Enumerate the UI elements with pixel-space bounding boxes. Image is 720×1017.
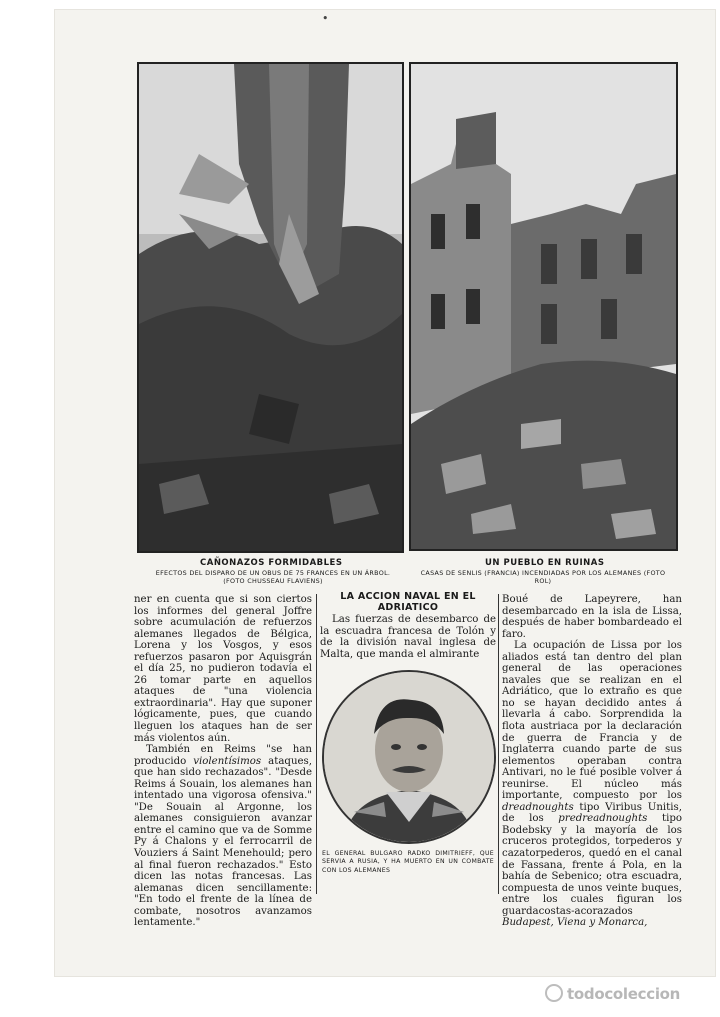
- article-column-1: [134, 594, 312, 929]
- photo-ruined-village: [409, 62, 678, 551]
- col3-p2-text-c: tipo Bodebsky y la mayoría de los cruceros protegidos, torpederos y cazatorpederos, quedó en el canal de Fassana, frente á Pola, en la bahía de Sebenico; otra escuadra, compuesta de unos veinte buques, entre los cuales figuran los guardacostas-acorazados: [502, 813, 682, 917]
- heading-line-2: ADRIATICO: [377, 601, 439, 613]
- col1-paragraph-1: ner en cuenta que si son ciertos los informes del general Joffre sobre acumulación de refuerzos alemanes llegados de Bélgica, Lorena y los Vosgos, y esos refuerzos pasaron por Aquisgrán el día 25, no pudieron todavía el 26 tomar parte en aquellos ataques de "una violencia extraordinaria". Hay que suponer lógicamente, pues, que cuando lleguen los ataques han de ser más violentos aún.: [134, 594, 312, 744]
- column-divider: [498, 594, 499, 894]
- col3-paragraph-1: Boué de Lapeyrere, han desembarcado en la isla de Lissa, después de haber bombardeado el faro.: [502, 594, 682, 640]
- col1-p2-italic: violentísimos: [193, 755, 262, 767]
- col3-p2-text-b: tipo Viribus Unitis, de los: [502, 801, 682, 825]
- col3-p2-italic-2: predreadnoughts: [558, 813, 648, 825]
- article-column-3: [502, 594, 682, 929]
- watermark-text: todocoleccion: [567, 985, 681, 1003]
- header-mark: •: [322, 12, 329, 25]
- col2-paragraph-1: Las fuerzas de desembarco de la escuadra francesa de Tolón y de la división naval inglesa de Malta, que manda el almirante: [320, 614, 496, 660]
- col1-p2-text-b: ataques, que han sido rechazados". "Desde Reims á Souain, los alemanes han intentado una vigorosa ofensiva." "De Souain al Argonne, los alemanes consiguieron avanzar entre el camino que va de Somme Py á Chalons y el ferrocarril de Vouziers á Saint Menehould; pero al final fueron rechazados." Esto dicen las notas francesas. Las alemanas dicen sencillamente: "En todo el frente de la línea de combate, nosotros avanzamos lentamente.": [134, 755, 313, 929]
- section-heading: [320, 592, 496, 613]
- col3-paragraph-2: [502, 640, 682, 929]
- article-column-2: [320, 614, 496, 660]
- col3-p2-italic-1: dreadnoughts: [502, 801, 574, 813]
- portrait-photo: [322, 670, 496, 844]
- column-divider: [316, 594, 317, 894]
- caption-text-left: EFECTOS DEL DISPARO DE UN OBUS DE 75 FRANCES EN UN ÁRBOL. (FOTO CHUSSEAU FLAVIENS): [155, 569, 391, 585]
- caption-title-left: CAÑONAZOS FORMIDABLES: [200, 558, 343, 568]
- col1-p2-text-a: También en Reims "se han producido: [134, 744, 312, 767]
- heading-line-1: LA ACCION NAVAL EN EL: [340, 591, 476, 602]
- col3-p2-italic-3: Budapest, Viena y Monarca,: [502, 917, 648, 929]
- portrait-caption: EL GENERAL BULGARO RADKO DIMITRIEFF, QUE SERVIA A RUSIA, Y HA MUERTO EN UN COMBATE CON LOS ALEMANES: [322, 850, 494, 874]
- caption-text-right: CASAS DE SENLIS (FRANCIA) INCENDIADAS POR LOS ALEMANES (FOTO ROL): [420, 569, 666, 585]
- col1-paragraph-2: [134, 744, 312, 929]
- col3-p2-text-a: La ocupación de Lissa por los aliados está tan dentro del plan general de las operaciones navales que se realizan en el Adriático, que lo extraño es que no se hayan decidido antes á llevarla á cabo. Sorprendida la flota austriaca por la declaración de guerra de Francia y de Inglaterra cuando parte de sus elementos operaban contra Antivari, no le fué posible volver á reunirse. El núcleo más importante, compuesto por los: [502, 640, 682, 802]
- watermark-logo: [545, 984, 680, 1003]
- watermark-icon: [545, 984, 563, 1002]
- caption-title-right: UN PUEBLO EN RUINAS: [485, 558, 605, 568]
- photo-shattered-tree: [137, 62, 404, 553]
